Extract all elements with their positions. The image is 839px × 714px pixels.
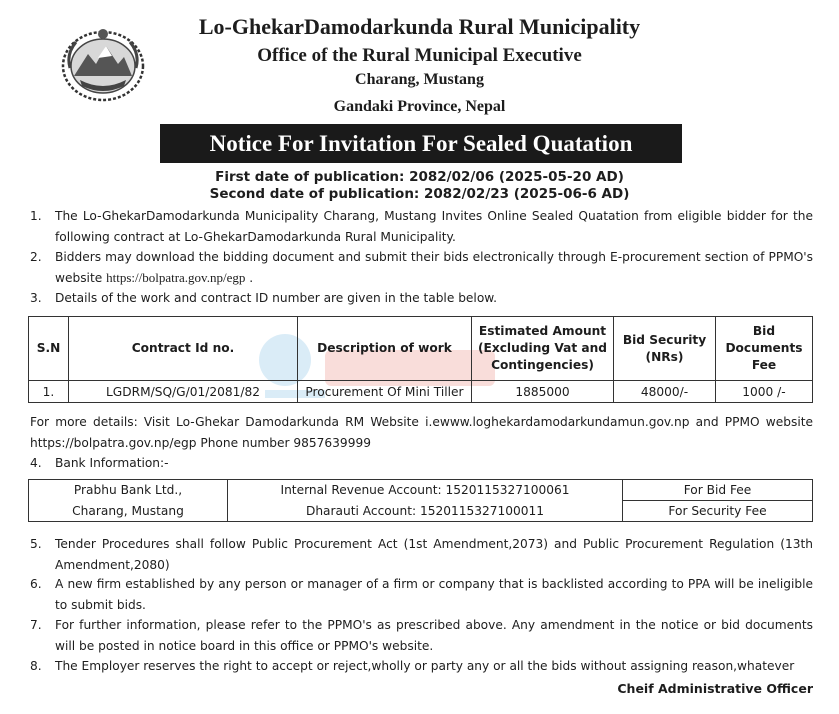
cell-estimated-amount: 1885000: [472, 381, 614, 403]
col-bid-security: Bid Security (NRs): [614, 317, 716, 381]
dharauti-account: Dharauti Account: 1520115327100011: [228, 501, 623, 522]
second-publication-date: Second date of publication: 2082/02/23 (2025-06-6 AD): [209, 186, 630, 202]
notice-title: Notice For Invitation For Sealed Quatation: [160, 124, 682, 163]
cell-bid-documents-fee: 1000 /-: [716, 381, 813, 403]
col-contract-id: Contract Id no.: [69, 317, 298, 381]
col-sn: S.N: [29, 317, 69, 381]
egp-link[interactable]: https://bolpatra.gov.np/egp: [106, 269, 246, 285]
internal-revenue-account: Internal Revenue Account: 1520115327100061: [228, 480, 623, 501]
col-estimated-amount: Estimated Amount (Excluding Vat and Contingencies): [472, 317, 614, 381]
municipality-name: Lo-GhekarDamodarkunda Rural Municipality: [198, 14, 641, 39]
point-2: 2. Bidders may download the bidding document and submit their bids electronically through E-procurement section of PPMO's website https://bolpatra.gov.np/egp .: [30, 250, 813, 285]
cell-description: Procurement Of Mini Tiller: [298, 381, 472, 403]
cell-sn: 1.: [29, 381, 69, 403]
signatory: Cheif Administrative Officer: [617, 681, 813, 696]
bid-fee-purpose: For Bid Fee: [623, 480, 813, 501]
bank-table: [28, 479, 813, 522]
point-1: 1. The Lo-GhekarDamodarkunda Municipality Charang, Mustang Invites Online Sealed Quatation from eligible bidder for the following contract at Lo-GhekarDamodarkunda Rural Municipality.: [30, 209, 813, 244]
security-fee-purpose: For Security Fee: [623, 501, 813, 522]
first-publication-date: First date of publication: 2082/02/06 (2025-05-20 AD): [215, 169, 624, 185]
col-description: Description of work: [298, 317, 472, 381]
table-row: [29, 381, 813, 403]
point-8: 8. The Employer reserves the right to accept or reject,wholly or party any or all the bids without assigning reason,whatever: [30, 659, 795, 673]
point-5: 5. Tender Procedures shall follow Public Procurement Act (1st Amendment,2073) and Public Procurement Regulation (13th Amendment,2080): [30, 537, 813, 572]
col-bid-documents-fee: Bid Documents Fee: [716, 317, 813, 381]
point-6: 6. A new firm established by any person or manager of a firm or company that is backlisted according to PPA will be ineligible to submit bids.: [30, 577, 813, 612]
table-header-row: [29, 317, 813, 381]
table-row: [29, 501, 813, 522]
cell-bid-security: 48000/-: [614, 381, 716, 403]
bank-name: Prabhu Bank Ltd.,: [29, 480, 228, 501]
point-3: 3. Details of the work and contract ID number are given in the table below.: [30, 291, 497, 305]
province-name: Gandaki Province, Nepal: [333, 98, 506, 115]
office-name: Office of the Rural Municipal Executive: [257, 45, 582, 66]
more-details: For more details: Visit Lo-Ghekar Damodarkunda RM Website i.ewww.loghekardamodarkundamun.gov.np and PPMO website https://bolpatra.gov.np/egp Phone number 9857639999: [30, 415, 813, 450]
contract-table: [28, 316, 813, 403]
bank-location: Charang, Mustang: [29, 501, 228, 522]
point-7: 7. For further information, please refer to the PPMO's as prescribed above. Any amendment in the notice or bid documents will be posted in notice board in this office or PPMO's website.: [30, 618, 813, 653]
point-4: 4. Bank Information:-: [30, 456, 169, 470]
table-row: [29, 480, 813, 501]
cell-contract-id: LGDRM/SQ/G/01/2081/82: [69, 381, 298, 403]
office-location: Charang, Mustang: [355, 71, 484, 88]
